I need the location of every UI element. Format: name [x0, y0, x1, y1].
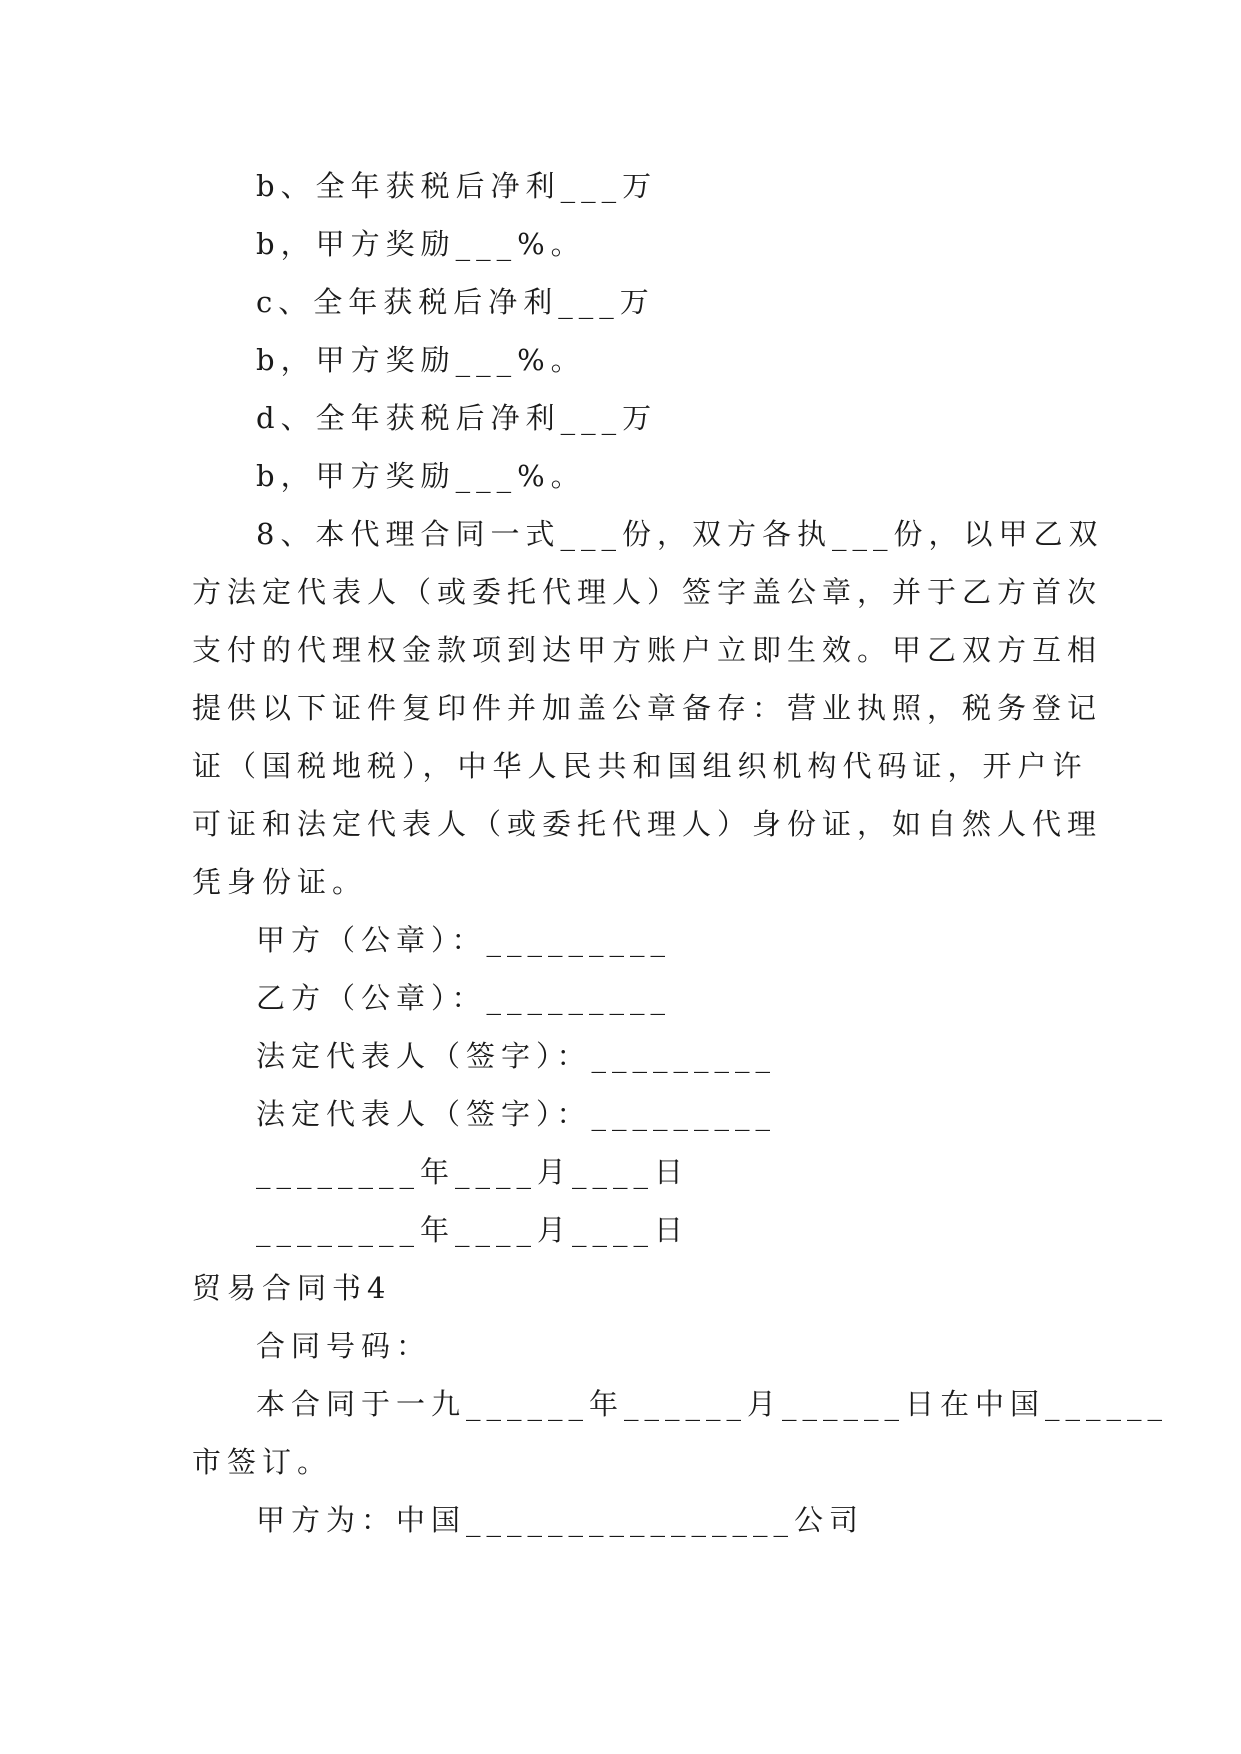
clause-8-line-1: 8、本代理合同一式___份，双方各执___份，以甲乙双: [256, 517, 1104, 551]
clause-c-reward-line: b，甲方奖励___%。: [256, 343, 586, 377]
party-a-seal-line: 甲方（公章）：_________: [256, 923, 672, 957]
clause-8-line-3: 支付的代理权金款项到达甲方账户立即生效。甲乙双方互相: [192, 633, 1103, 667]
date-line-1: ________年____月____日: [256, 1155, 690, 1189]
contract-number-line: 合同号码：: [256, 1329, 432, 1363]
clause-d-profit-line: d、全年获税后净利___万: [256, 401, 658, 435]
clause-8-line-6: 可证和法定代表人（或委托代理人）身份证，如自然人代理: [192, 807, 1103, 841]
signing-place-line: 市签订。: [192, 1445, 333, 1479]
party-b-seal-line: 乙方（公章）：_________: [256, 981, 672, 1015]
party-a-name-line: 甲方为：中国________________公司: [256, 1503, 865, 1537]
clause-b-reward-line: b，甲方奖励___%。: [256, 227, 586, 261]
date-line-2: ________年____月____日: [256, 1213, 690, 1247]
clause-8-line-5: 证（国税地税），中华人民共和国组织机构代码证，开户许: [192, 749, 1088, 783]
clause-b-profit-line: b、全年获税后净利___万: [256, 169, 658, 203]
clause-8-line-7: 凭身份证。: [192, 865, 368, 899]
clause-d-reward-line: b，甲方奖励___%。: [256, 459, 586, 493]
clause-8-line-4: 提供以下证件复印件并加盖公章备存：营业执照，税务登记: [192, 691, 1103, 725]
legal-rep-signature-line-1: 法定代表人（签字）：_________: [256, 1039, 777, 1073]
clause-c-profit-line: c、全年获税后净利___万: [256, 285, 655, 319]
clause-8-line-2: 方法定代表人（或委托代理人）签字盖公章，并于乙方首次: [192, 575, 1103, 609]
signing-date-line: 本合同于一九______年______月______日在中国______: [256, 1387, 1169, 1421]
legal-rep-signature-line-2: 法定代表人（签字）：_________: [256, 1097, 777, 1131]
section-title: 贸易合同书4: [192, 1271, 392, 1305]
